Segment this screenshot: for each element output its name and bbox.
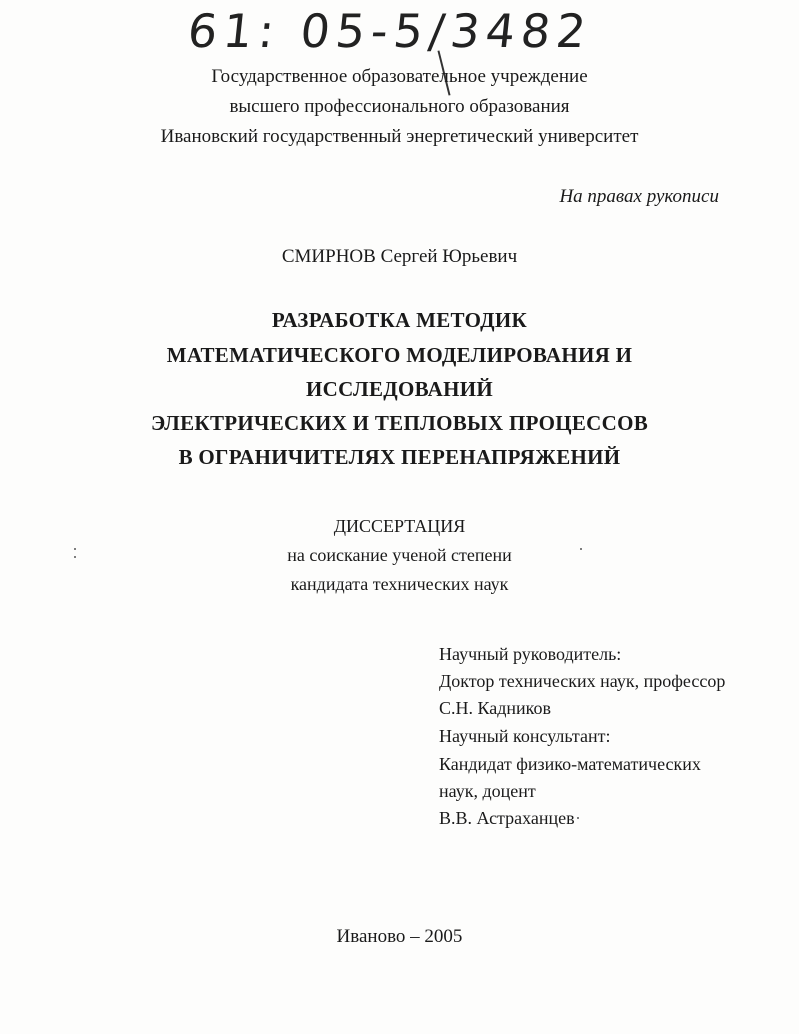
advisor-line-7: В.В. Астраханцев	[439, 808, 575, 828]
degree-line-2: на соискание ученой степени	[287, 545, 512, 565]
scan-speck	[580, 548, 582, 550]
advisor-line-1: Научный руководитель:	[439, 644, 622, 664]
degree-line-3: кандидата технических наук	[290, 574, 509, 594]
place-year: Иваново – 2005	[336, 926, 463, 947]
advisor-line-3: С.Н. Кадников	[439, 698, 552, 718]
title-line-3: ИССЛЕДОВАНИЙ	[305, 377, 494, 401]
manuscript-note: На правах рукописи	[559, 186, 719, 207]
title-line-5: В ОГРАНИЧИТЕЛЯХ ПЕРЕНАПРЯЖЕНИЙ	[178, 445, 621, 469]
institution-line-3: Ивановский государственный энергетический университет	[160, 126, 639, 147]
advisor-line-5: Кандидат физико-математических	[439, 754, 701, 774]
title-line-1: РАЗРАБОТКА МЕТОДИК	[271, 308, 528, 332]
institution-line-2: высшего профессионального образования	[229, 96, 570, 117]
title-line-2: МАТЕМАТИЧЕСКОГО МОДЕЛИРОВАНИЯ И	[166, 343, 633, 367]
scan-speck	[74, 548, 76, 550]
title-line-4: ЭЛЕКТРИЧЕСКИХ И ТЕПЛОВЫХ ПРОЦЕССОВ	[150, 411, 649, 435]
advisor-line-6: наук, доцент	[439, 781, 536, 801]
scan-speck	[74, 556, 76, 558]
author-name: СМИРНОВ Сергей Юрьевич	[281, 246, 518, 267]
degree-type: ДИССЕРТАЦИЯ	[333, 516, 466, 536]
institution-line-1: Государственное образовательное учреждение	[211, 66, 588, 87]
handwritten-archive-code: 61: 05-5/3482	[185, 4, 595, 58]
scan-speck	[577, 817, 579, 819]
advisor-line-4: Научный консультант:	[439, 726, 611, 746]
advisor-line-2: Доктор технических наук, профессор	[439, 671, 726, 691]
